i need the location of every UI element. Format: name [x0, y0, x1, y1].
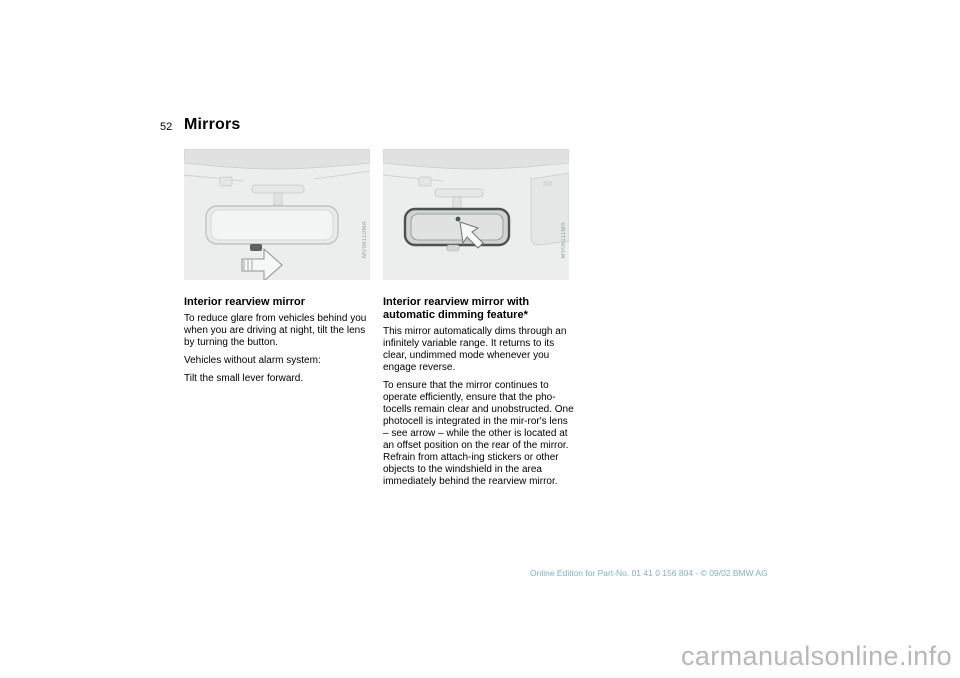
section-heading: Interior rearview mirror	[184, 296, 306, 308]
footer-edition-note: Online Edition for Part-No. 01 41 0 156 804 - © 09/02 BMW AG	[530, 568, 768, 578]
paragraph: To reduce glare from vehicles behind you when you are driving at night, tilt the lens by turning the button.	[184, 313, 367, 348]
section-heading: Interior rearview mirror with automatic dimming feature*	[383, 296, 530, 321]
paragraph: Tilt the small lever forward.	[184, 373, 304, 384]
mirror-illustration-left	[184, 149, 370, 280]
figure-code: MV06111MA	[561, 221, 567, 258]
figure-code: MV06110MA	[362, 221, 368, 258]
mirror-drawing-right	[383, 149, 569, 280]
section-interior-rearview-mirror	[184, 296, 376, 391]
page-number: 52	[160, 121, 173, 133]
section-automatic-dimming-mirror	[383, 296, 575, 494]
mirror-illustration-right	[383, 149, 569, 280]
paragraph: To ensure that the mirror continues to operate efficiently, ensure that the pho-tocells remain clear and unobstructed. One photocell is integrated in the mir-ror's lens – see arrow – while the other is located at an offset position on the rear of the mirror. Refrain from attach-ing stickers or other objects to the windshield in the area immediately behind the rearview mirror.	[383, 380, 574, 487]
page-title: Mirrors	[184, 116, 241, 133]
watermark: carmanualsonline.info	[680, 641, 952, 671]
paragraph: This mirror automatically dims through an infinitely variable range. It returns to its clear, undimmed mode whenever you engage reverse.	[383, 326, 567, 373]
mirror-drawing-left	[184, 149, 370, 280]
paragraph: Vehicles without alarm system:	[184, 355, 321, 366]
